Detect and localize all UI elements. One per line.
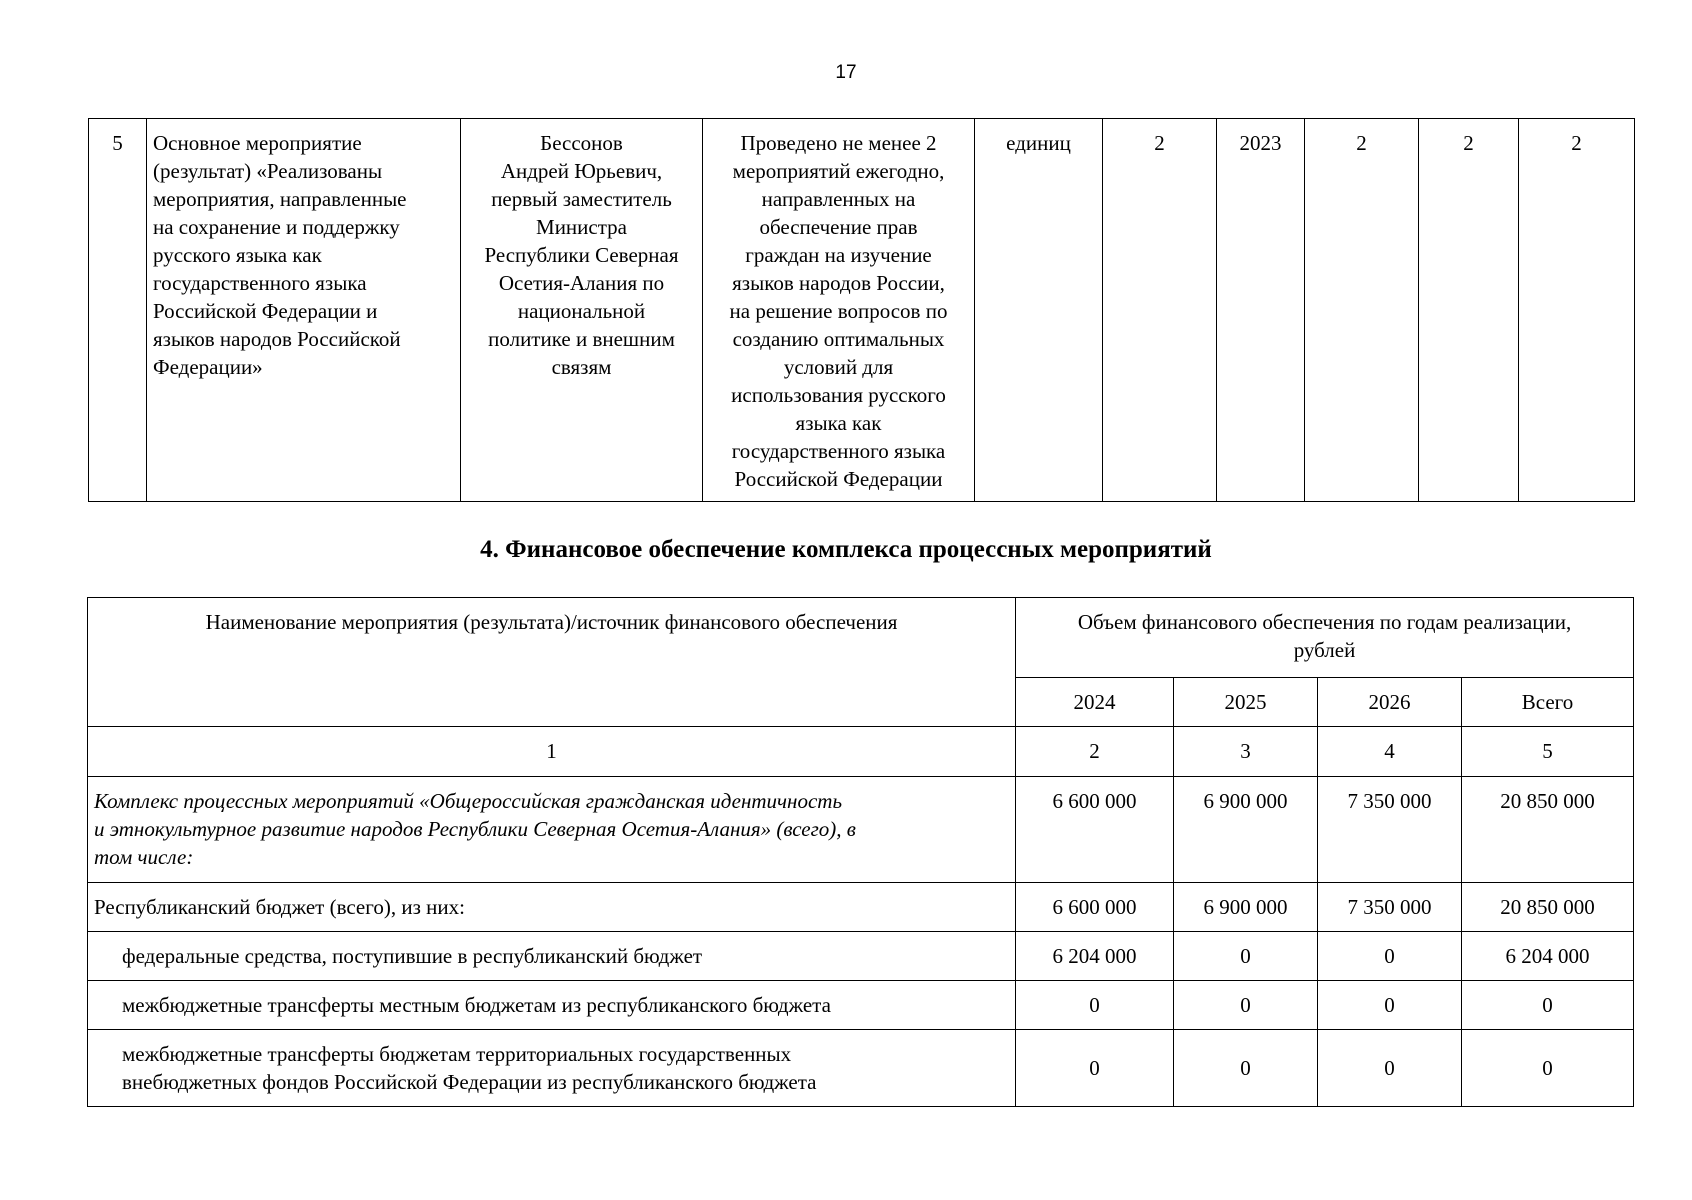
text-line: национальной bbox=[517, 299, 646, 323]
text-line: мероприятия, направленные bbox=[153, 187, 407, 211]
text-line: направленных на bbox=[761, 187, 916, 211]
row-name-cell: федеральные средства, поступившие в республиканский бюджет bbox=[88, 932, 1016, 981]
unit-cell: единиц bbox=[975, 119, 1103, 502]
text-line: созданию оптимальных bbox=[732, 327, 945, 351]
page-number: 17 bbox=[835, 62, 857, 83]
value-cell: 6 600 000 bbox=[1016, 883, 1174, 932]
text-line: языков народов России, bbox=[732, 271, 945, 295]
row-number: 5 bbox=[89, 119, 147, 502]
table-row bbox=[88, 1030, 1634, 1107]
header-volume-cell bbox=[1016, 598, 1634, 678]
text-line: языка как bbox=[795, 411, 882, 435]
value-cell: 2 bbox=[1305, 119, 1419, 502]
year-header: 2025 bbox=[1174, 678, 1318, 727]
text-line: Объем финансового обеспечения по годам реализации, bbox=[1077, 610, 1572, 634]
text-line: и этнокультурное развитие народов Республики Северная Осетия-Алания» (всего), в bbox=[94, 817, 856, 841]
header-row bbox=[88, 598, 1634, 678]
table-row bbox=[88, 932, 1634, 981]
column-number: 5 bbox=[1462, 727, 1634, 777]
value-cell: 6 600 000 bbox=[1016, 777, 1174, 883]
value-cell: 6 900 000 bbox=[1174, 883, 1318, 932]
base-year-cell: 2023 bbox=[1217, 119, 1305, 502]
base-value-cell: 2 bbox=[1103, 119, 1217, 502]
header-name-cell: Наименование мероприятия (результата)/источник финансового обеспечения bbox=[88, 598, 1016, 727]
column-number: 1 bbox=[88, 727, 1016, 777]
table-row bbox=[89, 119, 1635, 502]
text-line: Республики Северная bbox=[484, 243, 679, 267]
text-line: русского языка как bbox=[153, 243, 322, 267]
value-cell: 0 bbox=[1318, 932, 1462, 981]
row-name-cell bbox=[88, 777, 1016, 883]
text-line: Комплекс процессных мероприятий «Общероссийская гражданская идентичность bbox=[94, 789, 843, 813]
value-cell: 7 350 000 bbox=[1318, 777, 1462, 883]
value-cell: 0 bbox=[1174, 1030, 1318, 1107]
table-row bbox=[88, 777, 1634, 883]
year-header: 2024 bbox=[1016, 678, 1174, 727]
value-cell: 20 850 000 bbox=[1462, 777, 1634, 883]
event-name-cell bbox=[147, 119, 461, 502]
text-line: Министра bbox=[536, 215, 627, 239]
value-cell: 6 204 000 bbox=[1016, 932, 1174, 981]
table-row bbox=[88, 981, 1634, 1030]
column-number: 3 bbox=[1174, 727, 1318, 777]
value-cell: 0 bbox=[1174, 981, 1318, 1030]
row-name-cell: межбюджетные трансферты местным бюджетам из республиканского бюджета bbox=[88, 981, 1016, 1030]
finance-table bbox=[87, 597, 1634, 1107]
table-row bbox=[88, 883, 1634, 932]
text-line: на решение вопросов по bbox=[729, 299, 948, 323]
text-line: Основное мероприятие bbox=[153, 131, 362, 155]
text-line: внебюджетных фондов Российской Федерации из республиканского бюджета bbox=[122, 1070, 817, 1094]
text-line: первый заместитель bbox=[491, 187, 672, 211]
text-line: межбюджетные трансферты бюджетам территориальных государственных bbox=[122, 1042, 792, 1066]
text-line: Российской Федерации и bbox=[153, 299, 378, 323]
year-header: 2026 bbox=[1318, 678, 1462, 727]
value-cell: 0 bbox=[1016, 1030, 1174, 1107]
column-number: 2 bbox=[1016, 727, 1174, 777]
indicators-table bbox=[88, 118, 1635, 502]
value-cell: 0 bbox=[1016, 981, 1174, 1030]
section-title: 4. Финансовое обеспечение комплекса процессных мероприятий bbox=[480, 536, 1212, 563]
total-header: Всего bbox=[1462, 678, 1634, 727]
text-line: Проведено не менее 2 bbox=[740, 131, 937, 155]
text-line: Федерации» bbox=[153, 355, 263, 379]
value-cell: 0 bbox=[1462, 1030, 1634, 1107]
text-line: на сохранение и поддержку bbox=[153, 215, 400, 239]
text-line: политике и внешним bbox=[488, 327, 675, 351]
text-line: условий для bbox=[783, 355, 894, 379]
text-line: обеспечение прав bbox=[759, 215, 918, 239]
text-line: использования русского bbox=[731, 383, 946, 407]
text-line: Российской Федерации bbox=[734, 467, 943, 491]
value-cell: 2 bbox=[1419, 119, 1519, 502]
text-line: связям bbox=[551, 355, 612, 379]
text-line: Бессонов bbox=[540, 131, 623, 155]
text-line: Андрей Юрьевич, bbox=[500, 159, 663, 183]
text-line: государственного языка bbox=[153, 271, 367, 295]
text-line: мероприятий ежегодно, bbox=[732, 159, 945, 183]
column-numbers-row bbox=[88, 727, 1634, 777]
responsible-cell bbox=[461, 119, 703, 502]
value-cell: 0 bbox=[1318, 981, 1462, 1030]
text-line: (результат) «Реализованы bbox=[153, 159, 383, 183]
value-cell: 0 bbox=[1462, 981, 1634, 1030]
text-line: языков народов Российской bbox=[153, 327, 401, 351]
text-line: Осетия-Алания по bbox=[498, 271, 665, 295]
text-line: рублей bbox=[1293, 638, 1356, 662]
result-description-cell bbox=[703, 119, 975, 502]
value-cell: 0 bbox=[1318, 1030, 1462, 1107]
value-cell: 6 204 000 bbox=[1462, 932, 1634, 981]
value-cell: 7 350 000 bbox=[1318, 883, 1462, 932]
value-cell: 6 900 000 bbox=[1174, 777, 1318, 883]
value-cell: 0 bbox=[1174, 932, 1318, 981]
text-line: государственного языка bbox=[731, 439, 946, 463]
row-name-cell: Республиканский бюджет (всего), из них: bbox=[88, 883, 1016, 932]
value-cell: 2 bbox=[1519, 119, 1635, 502]
column-number: 4 bbox=[1318, 727, 1462, 777]
text-line: граждан на изучение bbox=[745, 243, 932, 267]
text-line: том числе: bbox=[94, 845, 194, 869]
row-name-cell bbox=[88, 1030, 1016, 1107]
value-cell: 20 850 000 bbox=[1462, 883, 1634, 932]
